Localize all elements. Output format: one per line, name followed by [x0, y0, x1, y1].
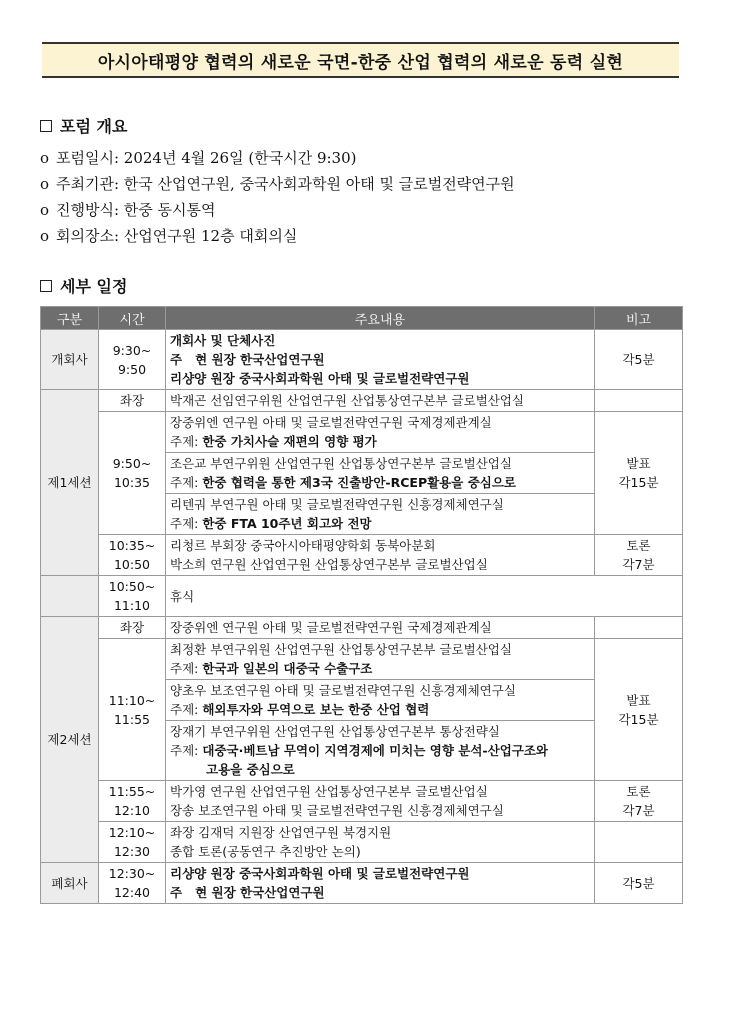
overview-item	[40, 145, 515, 171]
category-opening: 개회사	[41, 330, 99, 390]
table-row	[41, 412, 683, 453]
table-row	[41, 617, 683, 639]
overview-item-text: 진행방식: 한중 동시통역	[56, 201, 216, 219]
table-row	[41, 576, 683, 617]
bullet: o	[40, 149, 50, 167]
overview-heading-text: 포럼 개요	[60, 117, 128, 136]
discussion-cell: 박가영 연구원 산업연구원 산업통상연구본부 글로벌산업실 장송 보조연구원 아태 및 글로벌전략연구원 신흥경제체연구실	[166, 781, 595, 822]
overview-heading	[40, 114, 127, 137]
bullet: o	[40, 201, 50, 219]
presentation-cell: 조은교 부연구위원 산업연구원 산업통상연구본부 글로벌산업실 주제: 한중 협력을 통한 제3국 진출방안-RCEP활용을 중심으로	[166, 453, 595, 494]
overview-list	[40, 145, 515, 249]
category-closing: 폐회사	[41, 863, 99, 904]
time-cell: 10:50~ 11:10	[99, 576, 166, 617]
table-header-row	[41, 307, 683, 330]
overview-item	[40, 171, 515, 197]
note-cell: 각5분	[595, 863, 683, 904]
presentation-cell: 장중위엔 연구원 아태 및 글로벌전략연구원 국제경제관계실 주제: 한중 가치사슬 재편의 영향 평가	[166, 412, 595, 453]
schedule-heading-text: 세부 일정	[60, 277, 128, 296]
general-discussion-cell: 좌장 김재덕 지원장 산업연구원 북경지원 종합 토론(공동연구 추진방안 논의)	[166, 822, 595, 863]
time-cell: 9:30~ 9:50	[99, 330, 166, 390]
time-cell: 12:30~ 12:40	[99, 863, 166, 904]
chair-label: 좌장	[99, 390, 166, 412]
square-bullet-icon	[40, 280, 52, 292]
chair-cell: 장중위엔 연구원 아태 및 글로벌전략연구원 국제경제관계실	[166, 617, 595, 639]
time-cell: 11:10~ 11:55	[99, 639, 166, 781]
presentation-cell: 리텐궈 부연구원 아태 및 글로벌전략연구원 신흥경제체연구실 주제: 한중 FTA 10주년 회고와 전망	[166, 494, 595, 535]
time-cell: 9:50~ 10:35	[99, 412, 166, 535]
chair-label: 좌장	[99, 617, 166, 639]
note-cell-empty	[595, 822, 683, 863]
presentation-cell: 양초우 보조연구원 아태 및 글로벌전략연구원 신흥경제체연구실 주제: 해외투자와 무역으로 보는 한중 산업 협력	[166, 680, 595, 721]
discussion-cell: 리청르 부회장 중국아시아태평양학회 동북아분회 박소희 연구원 산업연구원 산업통상연구본부 글로벌산업실	[166, 535, 595, 576]
table-row	[41, 822, 683, 863]
square-bullet-icon	[40, 120, 52, 132]
table-row	[41, 330, 683, 390]
content-cell: 리샹양 원장 중국사회과학원 아태 및 글로벌전략연구원 주 현 원장 한국산업연구원	[166, 863, 595, 904]
bullet: o	[40, 175, 50, 193]
note-cell: 발표 각15분	[595, 412, 683, 535]
overview-item-text: 회의장소: 산업연구원 12층 대회의실	[56, 227, 298, 245]
overview-item	[40, 223, 515, 249]
schedule-table	[40, 306, 683, 904]
document-title: 아시아태평양 협력의 새로운 국면-한중 산업 협력의 새로운 동력 실현	[97, 52, 624, 73]
table-row	[41, 535, 683, 576]
note-cell: 각5분	[595, 330, 683, 390]
overview-item-text: 주최기관: 한국 산업연구원, 중국사회과학원 아태 및 글로벌전략연구원	[56, 175, 515, 193]
presentation-cell: 최정환 부연구위원 산업연구원 산업통상연구본부 글로벌산업실 주제: 한국과 일본의 대중국 수출구조	[166, 639, 595, 680]
category-session2: 제2세션	[41, 617, 99, 863]
table-row	[41, 863, 683, 904]
table-row	[41, 781, 683, 822]
header-note: 비고	[595, 307, 683, 330]
time-cell: 10:35~ 10:50	[99, 535, 166, 576]
time-cell: 12:10~ 12:30	[99, 822, 166, 863]
header-cat: 구분	[41, 307, 99, 330]
time-cell: 11:55~ 12:10	[99, 781, 166, 822]
table-row	[41, 639, 683, 680]
note-cell: 토론 각7분	[595, 535, 683, 576]
header-time: 시간	[99, 307, 166, 330]
category-empty	[41, 576, 99, 617]
note-cell: 발표 각15분	[595, 639, 683, 781]
content-cell: 개회사 및 단체사진 주 현 원장 한국산업연구원 리샹양 원장 중국사회과학원 아태 및 글로벌전략연구원	[166, 330, 595, 390]
bullet: o	[40, 227, 50, 245]
note-cell-empty	[595, 617, 683, 639]
category-session1: 제1세션	[41, 390, 99, 576]
presentation-cell: 장재기 부연구위원 산업연구원 산업통상연구본부 통상전략실 주제: 대중국·베트남 무역이 지역경제에 미치는 영향 분석-산업구조와 고용을 중심으로	[166, 721, 595, 781]
document-title-box	[42, 42, 679, 78]
table-row	[41, 390, 683, 412]
overview-item-text: 포럼일시: 2024년 4월 26일 (한국시간 9:30)	[56, 149, 357, 167]
overview-item	[40, 197, 515, 223]
chair-cell: 박재곤 선임연구위원 산업연구원 산업통상연구본부 글로벌산업실	[166, 390, 595, 412]
note-cell-empty	[595, 390, 683, 412]
header-content: 주요내용	[166, 307, 595, 330]
break-cell: 휴식	[166, 576, 683, 617]
note-cell: 토론 각7분	[595, 781, 683, 822]
schedule-heading	[40, 274, 127, 297]
